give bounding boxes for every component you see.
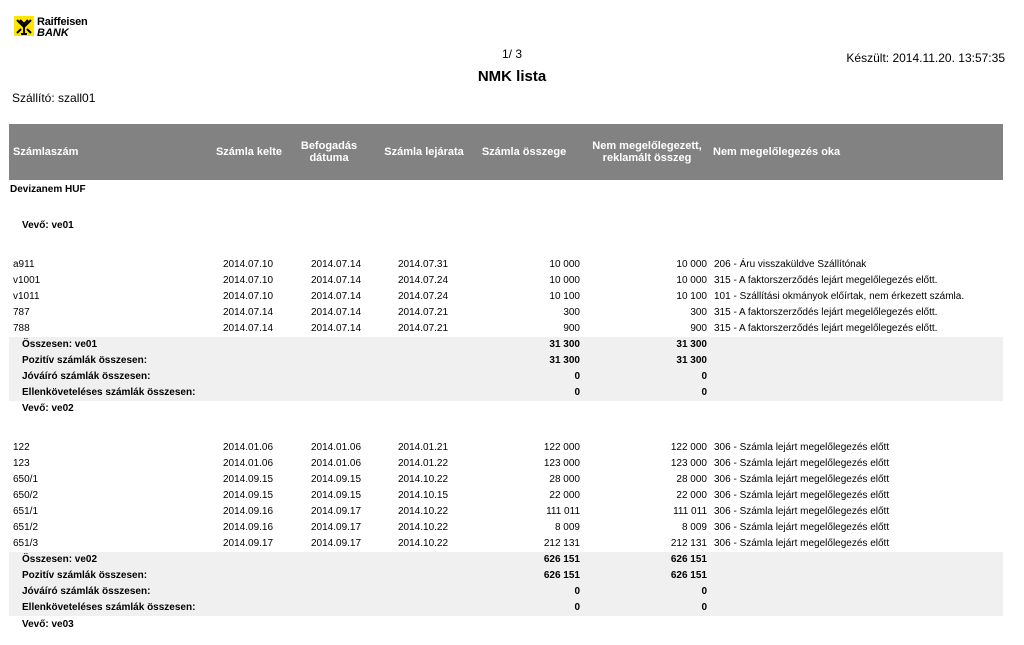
cell-receipt-date: 2014.07.14 — [311, 307, 362, 318]
cell-reason: 315 - A faktorszerződés lejárt megelőlegezés előtt. — [714, 323, 938, 334]
table-row — [9, 536, 1003, 552]
cell-receipt-date: 2014.07.14 — [311, 323, 362, 334]
cell-unadvanced-amount: 122 000 — [670, 442, 707, 453]
summary-amount: 626 151 — [543, 570, 580, 581]
cell-reason: 306 - Számla lejárt megelőlegezés előtt — [714, 442, 890, 453]
cell-due-date: 2014.07.21 — [398, 307, 449, 318]
cell-unadvanced-amount: 123 000 — [670, 458, 707, 469]
cell-due-date: 2014.01.22 — [398, 458, 449, 469]
cell-invoice-date: 2014.07.10 — [223, 275, 274, 286]
cell-receipt-date: 2014.09.17 — [311, 538, 362, 549]
table-row — [9, 440, 1003, 456]
currency-label: Devizanem HUF — [10, 184, 86, 195]
table-header — [9, 124, 1003, 180]
summary-row — [9, 600, 1003, 616]
summary-amount: 31 300 — [549, 339, 580, 350]
created-timestamp: Készült: 2014.11.20. 13:57:35 — [846, 51, 1005, 65]
cell-due-date: 2014.10.22 — [398, 522, 449, 533]
cell-invoice-number: 123 — [13, 458, 30, 469]
table-row — [9, 289, 1003, 305]
column-header-due-date: Számla lejárata — [384, 146, 464, 158]
buyer-label: Vevő: ve01 — [22, 220, 74, 231]
column-header-receipt-date: Befogadás dátuma — [300, 140, 358, 164]
cell-unadvanced-amount: 900 — [690, 323, 707, 334]
cell-invoice-date: 2014.01.06 — [223, 458, 274, 469]
summary-row — [9, 568, 1003, 584]
cell-unadvanced-amount: 10 000 — [676, 259, 707, 270]
cell-amount: 28 000 — [549, 474, 580, 485]
cell-amount: 122 000 — [543, 442, 580, 453]
table-row — [9, 504, 1003, 520]
cell-invoice-number: v1001 — [13, 275, 41, 286]
summary-label: Jóváíró számlák összesen: — [22, 586, 151, 597]
summary-amount: 626 151 — [543, 554, 580, 565]
cell-invoice-date: 2014.09.16 — [223, 506, 274, 517]
cell-receipt-date: 2014.09.17 — [311, 506, 362, 517]
summary-unadvanced-amount: 0 — [701, 602, 707, 613]
cell-due-date: 2014.07.31 — [398, 259, 449, 270]
cell-invoice-number: 787 — [13, 307, 30, 318]
cell-invoice-date: 2014.07.10 — [223, 259, 274, 270]
cell-invoice-date: 2014.09.16 — [223, 522, 274, 533]
summary-label: Összesen: ve01 — [22, 339, 98, 350]
cell-invoice-date: 2014.07.10 — [223, 291, 274, 302]
cell-reason: 306 - Számla lejárt megelőlegezés előtt — [714, 490, 890, 501]
cell-receipt-date: 2014.09.15 — [311, 474, 362, 485]
summary-label: Összesen: ve02 — [22, 554, 98, 565]
cell-reason: 315 - A faktorszerződés lejárt megelőlegezés előtt. — [714, 307, 938, 318]
summary-label: Pozitív számlák összesen: — [22, 355, 148, 366]
cell-receipt-date: 2014.07.14 — [311, 291, 362, 302]
supplier-label: Szállító: szall01 — [12, 91, 96, 105]
cell-reason: 306 - Számla lejárt megelőlegezés előtt — [714, 538, 890, 549]
cell-unadvanced-amount: 10 000 — [676, 275, 707, 286]
cell-amount: 300 — [563, 307, 580, 318]
summary-label: Pozitív számlák összesen: — [22, 570, 148, 581]
cell-amount: 10 100 — [549, 291, 580, 302]
cell-due-date: 2014.07.24 — [398, 291, 449, 302]
table-row — [9, 456, 1003, 472]
cell-due-date: 2014.10.22 — [398, 474, 449, 485]
cell-invoice-date: 2014.01.06 — [223, 442, 274, 453]
logo-text-line2: BANK — [37, 27, 69, 39]
cell-due-date: 2014.01.21 — [398, 442, 449, 453]
cell-amount: 22 000 — [549, 490, 580, 501]
summary-unadvanced-amount: 626 151 — [670, 554, 707, 565]
summary-row — [9, 584, 1003, 600]
cell-reason: 306 - Számla lejárt megelőlegezés előtt — [714, 458, 890, 469]
cell-invoice-date: 2014.07.14 — [223, 307, 274, 318]
table-row — [9, 520, 1003, 536]
cell-reason: 206 - Áru visszaküldve Szállítónak — [714, 259, 867, 270]
buyer-label: Vevő: ve02 — [22, 403, 74, 414]
cell-amount: 212 131 — [543, 538, 580, 549]
summary-row — [9, 337, 1003, 353]
summary-amount: 0 — [574, 387, 580, 398]
cell-unadvanced-amount: 28 000 — [676, 474, 707, 485]
column-header-invoice-number: Számlaszám — [13, 146, 79, 158]
cell-invoice-number: 651/2 — [13, 522, 39, 533]
summary-row — [9, 353, 1003, 369]
cell-invoice-number: 650/1 — [13, 474, 39, 485]
cell-amount: 8 009 — [554, 522, 580, 533]
cell-invoice-number: 651/1 — [13, 506, 39, 517]
summary-unadvanced-amount: 31 300 — [676, 355, 707, 366]
raiffeisen-gable-icon — [14, 16, 34, 36]
column-header-unadvanced-amount: Nem megelőlegezett, reklamált összeg — [592, 140, 702, 164]
cell-invoice-date: 2014.07.14 — [223, 323, 274, 334]
column-header-invoice-date: Számla kelte — [215, 146, 283, 158]
cell-unadvanced-amount: 212 131 — [670, 538, 707, 549]
table-row — [9, 305, 1003, 321]
cell-invoice-number: 788 — [13, 323, 30, 334]
summary-amount: 0 — [574, 586, 580, 597]
cell-invoice-date: 2014.09.17 — [223, 538, 274, 549]
cell-invoice-number: 122 — [13, 442, 30, 453]
cell-reason: 306 - Számla lejárt megelőlegezés előtt — [714, 474, 890, 485]
cell-reason: 315 - A faktorszerződés lejárt megelőlegezés előtt. — [714, 275, 938, 286]
summary-row — [9, 552, 1003, 568]
cell-receipt-date: 2014.09.17 — [311, 522, 362, 533]
buyer-label: Vevő: ve03 — [22, 619, 74, 630]
summary-amount: 31 300 — [549, 355, 580, 366]
cell-receipt-date: 2014.07.14 — [311, 275, 362, 286]
cell-invoice-number: 651/3 — [13, 538, 39, 549]
report-title: NMK lista — [477, 68, 547, 85]
cell-due-date: 2014.10.22 — [398, 538, 449, 549]
cell-invoice-number: v1011 — [13, 291, 40, 302]
cell-due-date: 2014.07.21 — [398, 323, 449, 334]
table-row — [9, 273, 1003, 289]
cell-reason: 101 - Szállítási okmányok előírtak, nem érkezett számla. — [714, 291, 965, 302]
summary-amount: 0 — [574, 371, 580, 382]
cell-due-date: 2014.10.15 — [398, 490, 449, 501]
summary-unadvanced-amount: 0 — [701, 371, 707, 382]
logo-text-line1: Raiffeisen — [37, 16, 88, 28]
summary-unadvanced-amount: 626 151 — [670, 570, 707, 581]
cell-due-date: 2014.10.22 — [398, 506, 449, 517]
column-header-amount: Számla összege — [481, 146, 567, 158]
cell-unadvanced-amount: 111 011 — [673, 506, 707, 517]
summary-label: Ellenköveteléses számlák összesen: — [22, 602, 196, 613]
cell-unadvanced-amount: 8 009 — [681, 522, 707, 533]
cell-amount: 111 011 — [546, 506, 580, 517]
column-header-reason: Nem megelőlegezés oka — [713, 146, 841, 158]
cell-invoice-number: a911 — [13, 259, 35, 270]
table-row — [9, 321, 1003, 337]
cell-receipt-date: 2014.01.06 — [311, 442, 362, 453]
page-number: 1/ 3 — [501, 47, 522, 61]
cell-unadvanced-amount: 300 — [690, 307, 707, 318]
table-row — [9, 472, 1003, 488]
cell-reason: 306 - Számla lejárt megelőlegezés előtt — [714, 522, 890, 533]
cell-receipt-date: 2014.07.14 — [311, 259, 362, 270]
cell-invoice-date: 2014.09.15 — [223, 474, 274, 485]
cell-invoice-number: 650/2 — [13, 490, 39, 501]
cell-receipt-date: 2014.09.15 — [311, 490, 362, 501]
cell-due-date: 2014.07.24 — [398, 275, 449, 286]
summary-unadvanced-amount: 0 — [701, 387, 707, 398]
summary-row — [9, 385, 1003, 401]
cell-amount: 10 000 — [549, 259, 580, 270]
summary-label: Jóváíró számlák összesen: — [22, 371, 151, 382]
cell-reason: 306 - Számla lejárt megelőlegezés előtt — [714, 506, 890, 517]
cell-unadvanced-amount: 10 100 — [676, 291, 707, 302]
cell-invoice-date: 2014.09.15 — [223, 490, 274, 501]
summary-amount: 0 — [574, 602, 580, 613]
cell-amount: 10 000 — [549, 275, 580, 286]
cell-receipt-date: 2014.01.06 — [311, 458, 362, 469]
summary-unadvanced-amount: 31 300 — [676, 339, 707, 350]
summary-label: Ellenköveteléses számlák összesen: — [22, 387, 196, 398]
cell-unadvanced-amount: 22 000 — [676, 490, 707, 501]
table-row — [9, 257, 1003, 273]
cell-amount: 123 000 — [543, 458, 580, 469]
summary-row — [9, 369, 1003, 385]
summary-unadvanced-amount: 0 — [701, 586, 707, 597]
cell-amount: 900 — [563, 323, 580, 334]
raiffeisen-logo — [14, 16, 94, 40]
table-row — [9, 488, 1003, 504]
